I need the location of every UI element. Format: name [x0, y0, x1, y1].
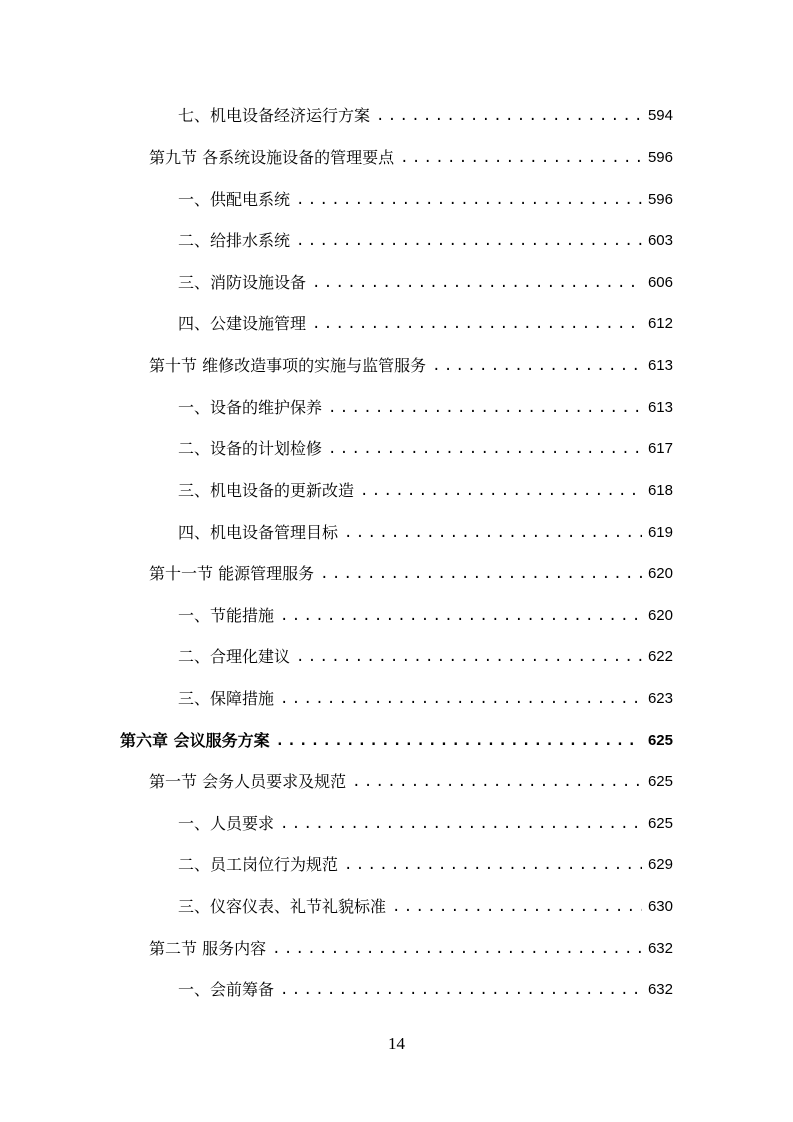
dot-leader — [296, 187, 642, 213]
dot-leader — [328, 436, 642, 462]
toc-entry-page: 632 — [647, 940, 673, 957]
dot-leader — [312, 270, 642, 296]
toc-entry-title: 二、员工岗位行为规范 — [178, 855, 339, 874]
dot-leader — [312, 311, 642, 337]
toc-entry-page: 625 — [647, 732, 673, 749]
toc-entry-title: 第十一节 能源管理服务 — [149, 564, 315, 583]
dot-leader — [276, 728, 642, 754]
toc-entry-title: 三、保障措施 — [178, 689, 275, 708]
toc-entry-page: 613 — [647, 399, 673, 416]
toc-entry-title: 三、仪容仪表、礼节礼貌标准 — [178, 897, 387, 916]
toc-entry[interactable] — [178, 686, 673, 712]
toc-entry-page: 594 — [647, 107, 673, 124]
toc-entry[interactable] — [149, 353, 673, 379]
toc-entry-page: 596 — [647, 149, 673, 166]
dot-leader — [280, 811, 642, 837]
dot-leader — [296, 644, 642, 670]
toc-entry[interactable] — [178, 103, 673, 129]
toc-entry[interactable] — [178, 228, 673, 254]
toc-entry-title: 第二节 服务内容 — [149, 939, 267, 958]
toc-entry-title: 二、给排水系统 — [178, 231, 291, 250]
toc-entry[interactable] — [149, 561, 673, 587]
toc-entry-title: 第一节 会务人员要求及规范 — [149, 772, 347, 791]
toc-entry-page: 603 — [647, 232, 673, 249]
toc-entry-page: 618 — [647, 482, 673, 499]
toc-entry[interactable] — [178, 187, 673, 213]
toc-entry[interactable] — [178, 395, 673, 421]
toc-entry-title: 第十节 维修改造事项的实施与监管服务 — [149, 356, 427, 375]
toc-entry[interactable] — [178, 436, 673, 462]
toc-chapter-entry[interactable] — [120, 728, 673, 754]
toc-entry-title: 四、公建设施管理 — [178, 314, 307, 333]
dot-leader — [280, 686, 642, 712]
dot-leader — [344, 520, 642, 546]
toc-entry[interactable] — [178, 977, 673, 1003]
toc-entry[interactable] — [178, 852, 673, 878]
toc-entry-page: 620 — [647, 565, 673, 582]
toc-entry[interactable] — [178, 603, 673, 629]
dot-leader — [360, 478, 642, 504]
toc-entry-title: 一、节能措施 — [178, 606, 275, 625]
dot-leader — [296, 228, 642, 254]
toc-entry[interactable] — [149, 145, 673, 171]
toc-entry[interactable] — [149, 936, 673, 962]
toc-entry-page: 596 — [647, 191, 673, 208]
toc-entry-page: 617 — [647, 440, 673, 457]
dot-leader — [432, 353, 642, 379]
toc-entry-title: 二、合理化建议 — [178, 647, 291, 666]
dot-leader — [400, 145, 642, 171]
dot-leader — [344, 852, 642, 878]
toc-entry-title: 四、机电设备管理目标 — [178, 523, 339, 542]
toc-entry-title: 三、机电设备的更新改造 — [178, 481, 355, 500]
toc-entry-title: 第九节 各系统设施设备的管理要点 — [149, 148, 395, 167]
toc-entry[interactable] — [178, 478, 673, 504]
toc-entry-title: 一、会前筹备 — [178, 980, 275, 999]
dot-leader — [280, 977, 642, 1003]
toc-entry[interactable] — [178, 644, 673, 670]
dot-leader — [328, 395, 642, 421]
toc-entry[interactable] — [178, 311, 673, 337]
toc-entry[interactable] — [149, 769, 673, 795]
toc-entry-page: 619 — [647, 524, 673, 541]
dot-leader — [320, 561, 642, 587]
toc-entry-page: 620 — [647, 607, 673, 624]
toc-entry-title: 七、机电设备经济运行方案 — [178, 106, 371, 125]
toc-entry-page: 613 — [647, 357, 673, 374]
toc-entry[interactable] — [178, 894, 673, 920]
toc-entry[interactable] — [178, 520, 673, 546]
toc-entry-title: 一、设备的维护保养 — [178, 398, 323, 417]
toc-entry-page: 630 — [647, 898, 673, 915]
dot-leader — [392, 894, 642, 920]
dot-leader — [352, 769, 642, 795]
toc-entry-title: 一、人员要求 — [178, 814, 275, 833]
toc-entry-page: 625 — [647, 815, 673, 832]
dot-leader — [280, 603, 642, 629]
toc-entry-page: 606 — [647, 274, 673, 291]
toc-entry-title: 一、供配电系统 — [178, 190, 291, 209]
toc-entry-title: 第六章 会议服务方案 — [120, 731, 270, 750]
toc-entry-title: 三、消防设施设备 — [178, 273, 307, 292]
toc-entry-page: 622 — [647, 648, 673, 665]
toc-entry-page: 612 — [647, 315, 673, 332]
toc-entry[interactable] — [178, 270, 673, 296]
toc-entry[interactable] — [178, 811, 673, 837]
toc-entry-page: 632 — [647, 981, 673, 998]
toc-entry-page: 629 — [647, 856, 673, 873]
page-number: 14 — [388, 1034, 405, 1053]
dot-leader — [272, 936, 642, 962]
toc-entry-page: 623 — [647, 690, 673, 707]
dot-leader — [376, 103, 642, 129]
toc-entry-page: 625 — [647, 773, 673, 790]
toc-entry-title: 二、设备的计划检修 — [178, 439, 323, 458]
